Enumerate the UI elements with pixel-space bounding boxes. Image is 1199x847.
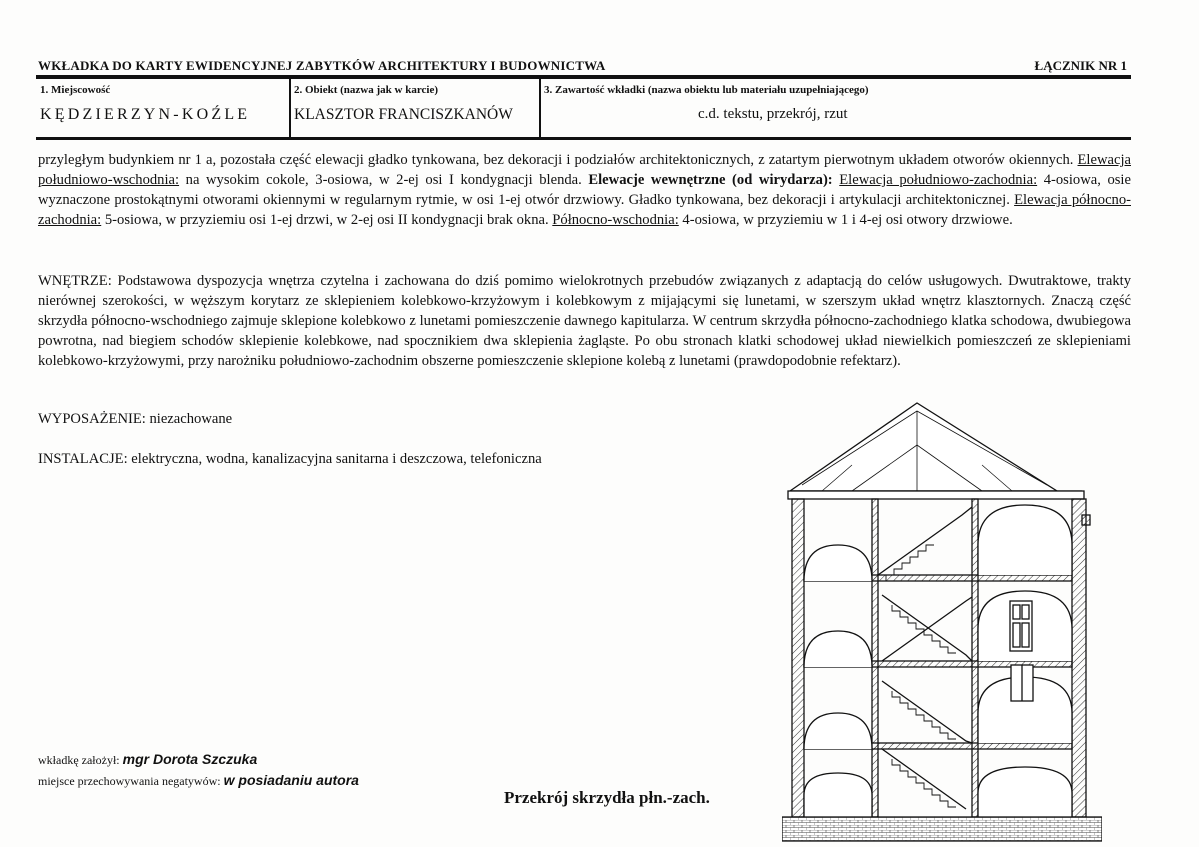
negatives-value: w posiadaniu autora: [223, 772, 359, 788]
heading-ne-facade: Północno-wschodnia:: [552, 212, 679, 228]
drawing-caption: Przekrój skrzydła płn.-zach.: [504, 788, 710, 807]
top-rule: [36, 75, 1131, 79]
field-content-value: c.d. tekstu, przekrój, rzut: [698, 106, 848, 122]
field-divider-2: [539, 79, 541, 137]
author-line: [38, 751, 257, 768]
heading-inner-facades: Elewacje wewnętrzne (od wirydarza):: [588, 172, 833, 188]
attachment-number: ŁĄCZNIK NR 1: [1034, 58, 1127, 73]
field-content-label: 3. Zawartość wkładki (nazwa obiektu lub materiału uzupełniającego): [544, 84, 869, 96]
text-span: 4-osiowa, osie wyznaczone prostokątnymi otworami okiennymi w regularnym rytmie, w osi 1-ej otwór drzwiowy. Gładko tynkowana, bez dekoracji i artykulacji architektonicznej.: [38, 172, 1131, 208]
equipment-line: WYPOSAŻENIE: niezachowane: [38, 411, 233, 427]
field-locality-value: KĘDZIERZYN-KOŹLE: [40, 106, 251, 123]
text-span: 5-osiowa, w przyziemiu osi 1-ej drzwi, w 2-ej osi II kondygnacji brak okna.: [101, 212, 553, 228]
field-object-label: 2. Obiekt (nazwa jak w karcie): [294, 84, 439, 96]
interior-description: [38, 271, 1131, 371]
author-name: mgr Dorota Szczuka: [122, 751, 258, 767]
field-object-value: KLASZTOR FRANCISZKANÓW: [294, 106, 513, 123]
heading-se-facade: Elewacja południowo-wschodnia:: [38, 152, 1131, 188]
cross-section-drawing: [782, 395, 1102, 843]
document-title: WKŁADKA DO KARTY EWIDENCYJNEJ ZABYTKÓW ARCHITEKTURY I BUDOWNICTWA: [38, 58, 606, 73]
text-span: 4-osiowa, w przyziemiu w 1 i 4-ej osi otwory drzwiowe.: [678, 212, 1013, 228]
bottom-rule: [36, 137, 1131, 140]
negatives-line: [38, 772, 359, 789]
author-label: wkładkę założył:: [38, 753, 123, 767]
heading-nw-facade: Elewacja północno-zachodnia:: [38, 192, 1131, 228]
installations-line: INSTALACJE: elektryczna, wodna, kanalizacyjna sanitarna i deszczowa, telefoniczna: [38, 451, 542, 467]
text-span: na wysokim cokole, 3-osiowa, w 2-ej osi I kondygnacji blenda.: [179, 172, 589, 188]
text-span: przyległym budynkiem nr 1 a, pozostała część elewacji gładko tynkowana, bez dekoracji i podziałów architektonicznych, z zatartym pierwotnym układem otworów okiennych.: [38, 152, 1078, 168]
negatives-label: miejsce przechowywania negatywów:: [38, 774, 224, 788]
heading-sw-facade: Elewacja południowo-zachodnia:: [839, 172, 1038, 188]
field-divider-1: [289, 79, 291, 137]
interior-text: WNĘTRZE: Podstawowa dyspozycja wnętrza czytelna i zachowana do dziś pomimo wielokrotnych przebudów związanych z adaptacją do celów usługowych. Dwutraktowe, trakty nierównej szerokości, w węższym korytarz ze sklepieniem kolebkowo-krzyżowym i kolebkowym z mijającymi się lunetami, w szerszym układ wnętrz klasztornych. Znaczą część skrzydła północno-wschodniego zajmuje sklepione kolebkowo z lunetami pomieszczenie dawnego kapitularza. W centrum skrzydła północno-zachodniego klatka schodowa, dwubiegowa powrotna, nad biegiem schodów sklepienie kolebkowe, nad spocznikiem dwa sklepienia żagląste. Po obu stronach klatki schodowej układ niewielkich pomieszczeń ze sklepieniami kolebkowo-krzyżowymi, przy narożniku południowo-zachodnim obszerne pomieszczenie sklepione kolebą z lunetami (prawdopodobnie refektarz).: [38, 273, 1131, 369]
field-locality-label: 1. Miejscowość: [40, 84, 111, 96]
facade-description: [38, 150, 1131, 230]
